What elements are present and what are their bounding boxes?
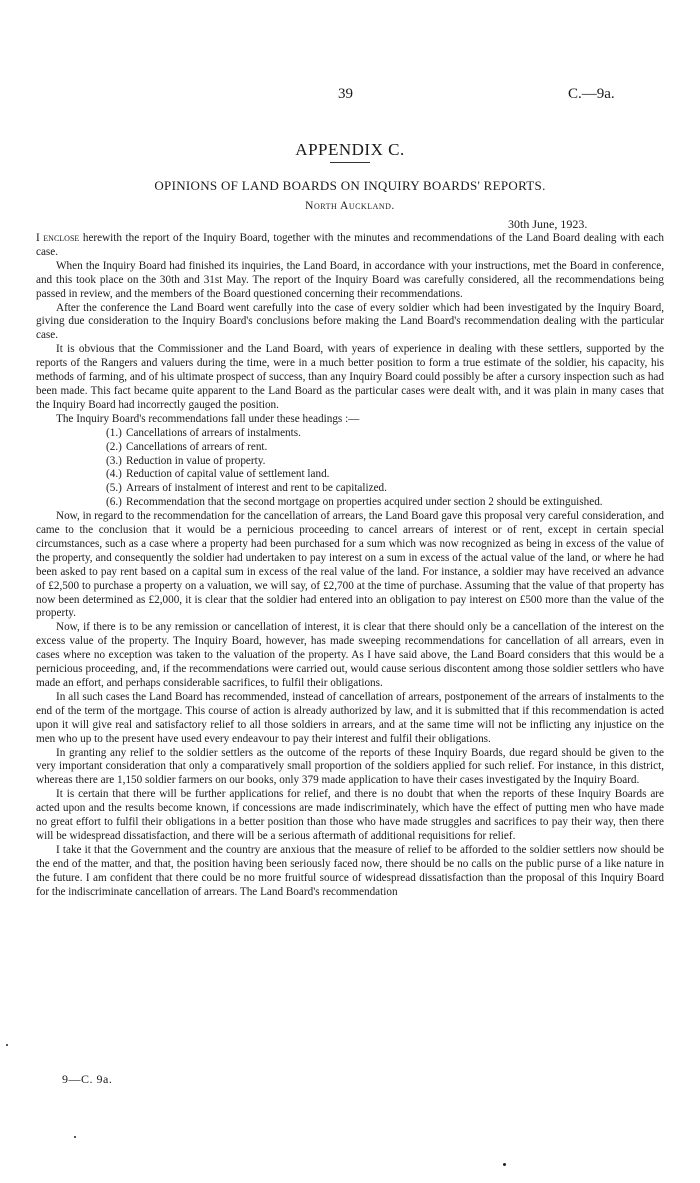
paragraph: Now, if there is to be any remission or cancellation of interest, it is clear that there should only be a cancellation of the interest on the excess value of the property. The Inquiry Board, however, has made sweeping recommendations for cancellation of all arrears, even in cases where no exception was taken to the valuation of the property. As I have said above, the Land Board considers that this would be a pernicious proceeding, and, if the recommendations were carried out, would cause serious discontent among those soldier settlers who have made an effort, and perhaps considerable sacrifices, to fulfil their obligations.	[36, 621, 664, 689]
list-item-number: (2.)	[106, 440, 122, 453]
letter-date: 30th June, 1923.	[508, 217, 588, 231]
paragraph: After the conference the Land Board went carefully into the case of every soldier which had been investigated by the Inquiry Board, giving due consideration to the Inquiry Board's conclusions before making the Land Board's recommendation dealing with the particular case.	[36, 301, 664, 342]
ink-speck	[6, 1044, 8, 1046]
intro-text: herewith the report of the Inquiry Board, together with the minutes and recommendations of the Land Board dealing with each case.	[36, 232, 664, 258]
intro-paragraph	[36, 232, 664, 260]
document-reference: C.—9a.	[568, 86, 615, 102]
list-item	[36, 427, 664, 441]
paragraph: Now, in regard to the recommendation for the cancellation of arrears, the Land Board gave this proposal very careful consideration, and came to the conclusion that it would be a pernicious proceeding to cancel arrears of interest or of rent, except in certain special circumstances, such as a case where a property had been purchased for a sum which was now recognized as being in excess of the value of the property, and consequently the soldier had undertaken to pay interest on a sum in excess of the actual value of the land, or where he had been asked to pay rent based on a capital sum in excess of the real value of the land. For instance, a soldier may have received an advance of £2,500 to purchase a property on a valuation, we will say, of £2,700 at the time of purchase. Assuming that the value of that property has now been determined as £2,000, it is clear that the soldier had entered into an obligation to pay interest on £500 more than the value of the property.	[36, 510, 664, 620]
paragraph: The Inquiry Board's recommendations fall under these headings :—	[56, 412, 360, 425]
list-item-number: (1.)	[106, 426, 122, 439]
intro-lead-word: I enclose	[36, 232, 80, 244]
list-item	[36, 496, 664, 510]
list-item	[36, 441, 664, 455]
ink-speck	[74, 1136, 76, 1138]
list-item-text: Reduction of capital value of settlement land.	[126, 468, 330, 481]
list-item-number: (4.)	[106, 468, 122, 481]
paragraph: I take it that the Government and the country are anxious that the measure of relief to be afforded to the soldier settlers now should be the end of the matter, and that, the position having been seriously faced now, there should be no calls on the public purse of a like nature in the future. I am confident that there could be no more fruitful source of widespread dissatisfaction than the proposal of this Inquiry Board for the indiscriminate cancellation of arrears. The Land Board's recommendation	[36, 843, 664, 898]
list-item-number: (5.)	[106, 482, 122, 495]
list-item-text: Reduction in value of property.	[126, 454, 266, 467]
list-item-number: (3.)	[106, 454, 122, 467]
paragraph: In all such cases the Land Board has recommended, instead of cancellation of arrears, postponement of the arrears of instalments to the end of the term of the mortgage. This course of action is already authorized by law, and it is submitted that if this recommendation is acted upon it will give real and satisfactory relief to all those soldiers in arrears, and at the same time will not be inflicting any injustice on the men who up to the present have used every endeavour to pay their interest and fulfil their obligations.	[36, 690, 664, 745]
appendix-title: APPENDIX C.	[295, 140, 405, 159]
page-header	[0, 86, 700, 106]
main-title: OPINIONS OF LAND BOARDS ON INQUIRY BOARDS' REPORTS.	[154, 178, 546, 193]
ink-speck	[503, 1163, 506, 1166]
paragraph: In granting any relief to the soldier settlers as the outcome of the reports of these Inquiry Boards, due regard should be given to the very important consideration that only a comparatively small proportion of the soldiers applied for such relief. For instance, in this district, whereas there are 1,150 soldier farmers on our books, only 379 made application to have their cases investigated by the Inquiry Board.	[36, 746, 664, 787]
signature-mark: 9—C. 9a.	[62, 1072, 113, 1086]
title-divider	[330, 162, 370, 163]
recommendation-headings-list	[36, 427, 664, 510]
list-item-number: (6.)	[106, 496, 122, 509]
list-item	[36, 455, 664, 469]
paragraph: It is certain that there will be further applications for relief, and there is no doubt that when the reports of these Inquiry Boards are acted upon and the results become known, if concessions are made indiscriminately, which have the effect of putting men who have made no great effort to fulfil their obligations in a better position than those who have made struggles and sacrifices to pay their way, then there will be widespread dissatisfaction, and there will be a serious aftermath of additional requisitions for relief.	[36, 788, 664, 842]
paragraph: When the Inquiry Board had finished its inquiries, the Land Board, in accordance with your instructions, met the Board in conference, and this took place on the 30th and 31st May. The report of the Inquiry Board was carefully considered, all the recommendations being passed in review, and the members of the Board questioned concerning their recommendations.	[36, 259, 664, 300]
paragraph: It is obvious that the Commissioner and the Land Board, with years of experience in dealing with these settlers, supported by the reports of the Rangers and valuers during the time, were in a much better position to form a true estimate of the soldier, his capacity, his methods of farming, and of his ultimate prospect of success, than any Inquiry Board could possibly be after a cursory inspection such as had been made. This fact became quite apparent to the Land Board as the particular cases were dealt with, and it was plain in many cases that the Inquiry Board had incorrectly gauged the position.	[36, 343, 664, 411]
list-item	[36, 482, 664, 496]
page-number: 39	[338, 86, 353, 102]
list-item-text: Cancellations of arrears of rent.	[126, 440, 268, 453]
letter-body	[36, 232, 664, 900]
list-item-text: Cancellations of arrears of instalments.	[126, 426, 301, 439]
list-item-text: Recommendation that the second mortgage on properties acquired under section 2 should be extinguished.	[126, 496, 603, 509]
list-item-text: Arrears of instalment of interest and rent to be capitalized.	[126, 482, 387, 495]
list-item	[36, 468, 664, 482]
district-subtitle: North Auckland.	[305, 200, 395, 212]
